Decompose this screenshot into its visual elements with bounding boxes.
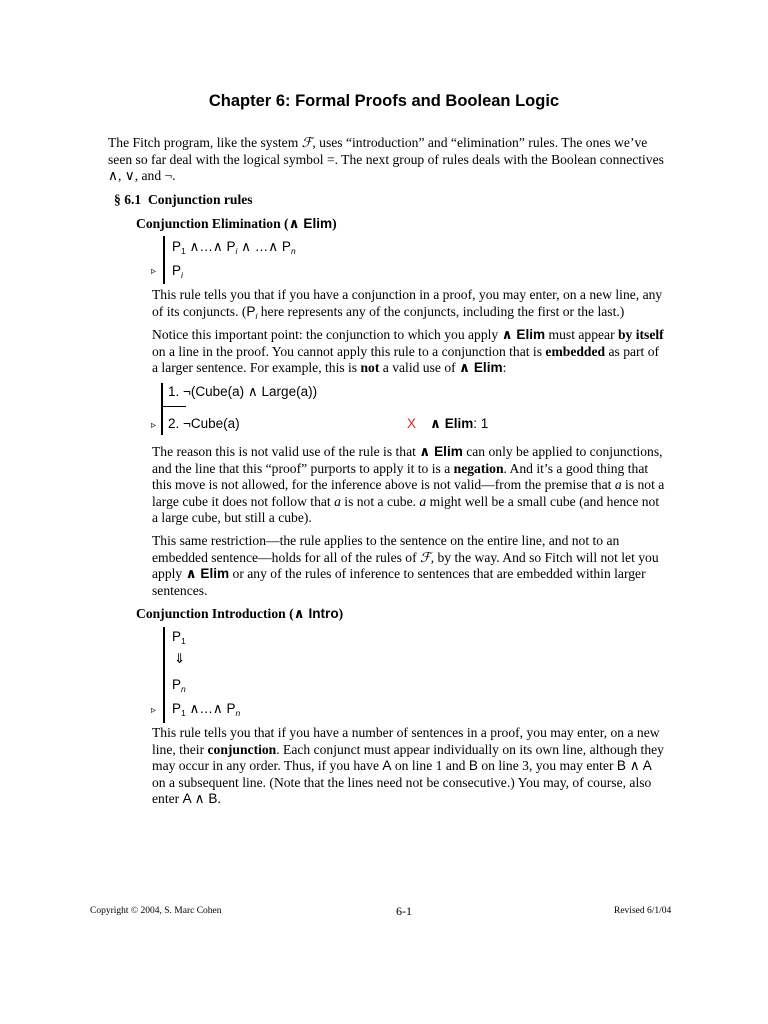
- elim-paragraph-3: The reason this is not valid use of the rule is that ∧ Elim can only be applied to conjunctions, and the line that this “proof” purports to apply it to is a negation. And it’s a good thing that this move is not allowed, for the inference above is not valid—from the premise that a is not a large cube it does not follow that a is not a cube. a might well be a small cube (and hence not a large cube, but still a cube).: [152, 444, 665, 525]
- invalid-x-icon: X: [407, 416, 417, 431]
- footer-revised: Revised 6/1/04: [614, 906, 672, 916]
- rule-justification: ∧ Elim: 1: [430, 416, 489, 431]
- elim-paragraph-2: Notice this important point: the conjunction to which you apply ∧ Elim must appear by itself on a line in the proof. You cannot apply this rule to a conjunction that is embedded as part of a larger sentence. For example, this is not a valid use of ∧ Elim:: [152, 327, 664, 375]
- proof-bar: [163, 627, 165, 723]
- proof-premise: $P_1$ ∧…∧ $P_i$ ∧ …∧ $P_n$: [172, 239, 296, 256]
- proof-conclusion: $P_1$ ∧…∧ $P_n$: [172, 701, 241, 718]
- text: , uses “introduction” and “elimination” rules. The ones we’ve: [312, 135, 648, 150]
- text: ): [332, 216, 337, 231]
- text: ∧, ∨, and ¬.: [108, 168, 176, 183]
- proof-bar: [163, 236, 165, 284]
- elim-paragraph-1: This rule tells you that if you have a conjunction in a proof, you may enter, on a new line, any of its conjuncts. ($P_i$ here represents any of the conjuncts, including the first or the last.): [152, 287, 692, 324]
- text: The Fitch program, like the system: [108, 135, 302, 150]
- text: Conjunction Introduction (: [136, 606, 294, 621]
- section-title: Conjunction rules: [147, 192, 253, 207]
- ellipsis-arrow-icon: ⇓: [174, 651, 186, 666]
- proof-bar: [161, 383, 163, 435]
- conclusion-triangle-icon: ▹: [151, 266, 157, 277]
- intro-paragraph: [108, 135, 688, 185]
- conclusion-triangle-icon: ▹: [151, 420, 157, 431]
- intro-heading: [136, 606, 343, 623]
- conclusion-triangle-icon: ▹: [151, 705, 157, 716]
- text: This rule tells you that if you have a conjunction in a proof, you may enter, on a new line, any: [152, 287, 663, 302]
- section-heading: [114, 192, 253, 209]
- elim-paragraph-4: This same restriction—the rule applies to the sentence on the entire line, and not to an embedded sentence—holds for all of the rules of ℱ, by the way. And so Fitch will not let you apply ∧ Elim or any of the rules of inference to sentences that are embedded within larger sentences.: [152, 533, 659, 598]
- intro-paragraph: This rule tells you that if you have a number of sentences in a proof, you may enter, on a new line, their conjunction. Each conjunct must appear individually on its own line, although they may occur in any order. Thus, if you have A on line 1 and B on line 3, you may enter B ∧ A on a subsequent line. (Note that the lines need not be consecutive.) You may, of course, also enter A ∧ B.: [152, 725, 664, 806]
- and-elim-symbol: ∧ Elim: [288, 216, 333, 231]
- fitch-bar: [161, 406, 186, 407]
- proof-conclusion: $P_i$: [172, 263, 183, 280]
- proof-premise-1: $P_1$: [172, 629, 186, 646]
- script-f-symbol: ℱ: [301, 135, 313, 150]
- proof-conclusion: 2. ¬Cube(a): [168, 416, 240, 431]
- and-intro-symbol: ∧ Intro: [293, 606, 339, 621]
- proof-premise-n: $P_n$: [172, 677, 186, 694]
- text: seen so far deal with the logical symbol =. The next group of rules deals with the Boolean connectives: [108, 151, 664, 167]
- footer-copyright: Copyright © 2004, S. Marc Cohen: [90, 906, 222, 916]
- footer-page-number: 6-1: [396, 904, 412, 918]
- text: ): [338, 606, 344, 621]
- section-number: § 6.1: [114, 192, 142, 207]
- proof-premise: 1. ¬(Cube(a) ∧ Large(a)): [168, 384, 318, 399]
- page-title: Chapter 6: Formal Proofs and Boolean Logic: [208, 92, 560, 110]
- elim-heading: [136, 216, 337, 233]
- text: Conjunction Elimination (: [136, 216, 289, 231]
